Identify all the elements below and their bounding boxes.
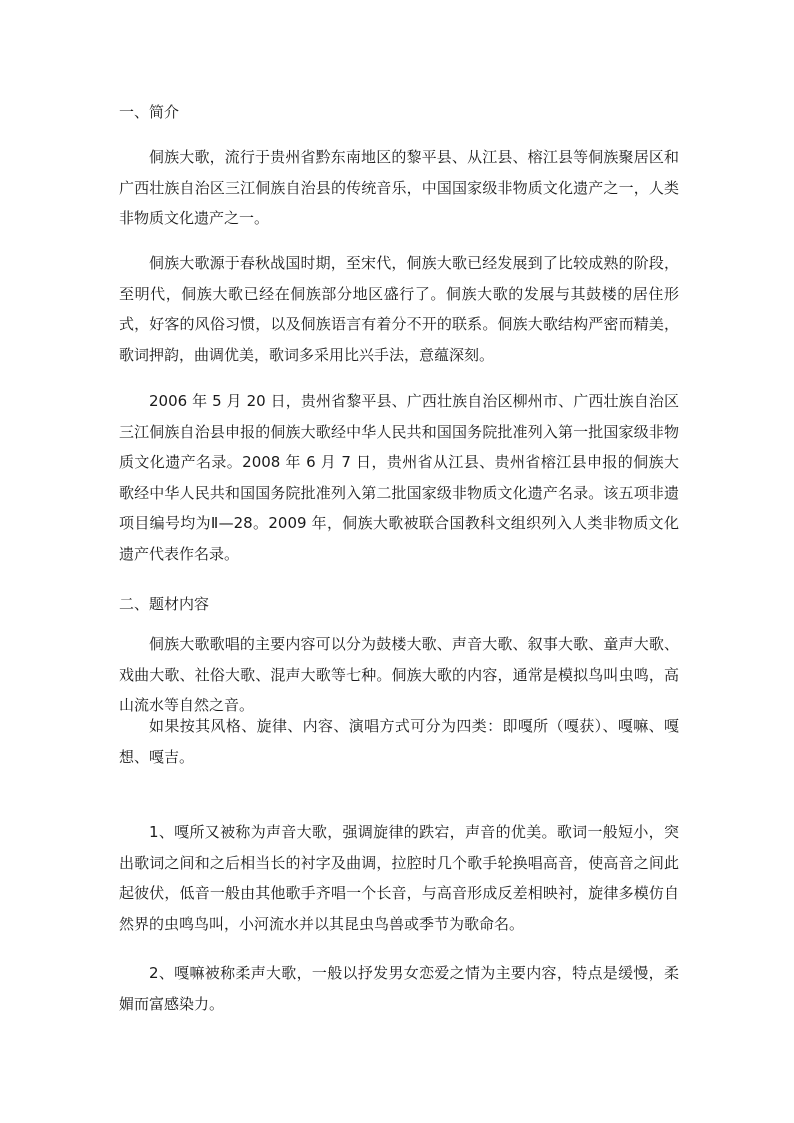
paragraph: 1、嘎所又被称为声音大歌，强调旋律的跌宕，声音的优美。歌词一般短小，突出歌词之间和之后相当长的衬字及曲调，拉腔时几个歌手轮换唱高音，使高音之间此起彼伏，低音一般由其他歌手齐唱一个长音，与高音形成反差相映衬，旋律多模仿自然界的虫鸣鸟叫，小河流水并以其昆虫鸟兽或季节为歌命名。: [119, 823, 679, 933]
section-heading-content: 二、题材内容: [119, 595, 210, 613]
paragraph: 2006 年 5 月 20 日，贵州省黎平县、广西壮族自治区柳州市、广西壮族自治区三江侗族自治县申报的侗族大歌经中华人民共和国国务院批准列入第一批国家级非物质文化遗产名录。2008 年 6 月 7 日，贵州省从江县、贵州省榕江县申报的侗族大歌经中华人民共和国国务院批准列入第二批国家级非物质文化遗产名录。该五项非遗项目编号均为Ⅱ—28。2009 年，侗族大歌被联合国教科文组织列入人类非物质文化遗产代表作名录。: [119, 392, 679, 563]
section-heading-intro: 一、简介: [119, 103, 180, 121]
paragraph: 侗族大歌歌唱的主要内容可以分为鼓楼大歌、声音大歌、叙事大歌、童声大歌、戏曲大歌、社俗大歌、混声大歌等七种。侗族大歌的内容，通常是模拟鸟叫虫鸣，高山流水等自然之音。: [119, 635, 679, 714]
paragraph: 侗族大歌，流行于贵州省黔东南地区的黎平县、从江县、榕江县等侗族聚居区和广西壮族自治区三江侗族自治县的传统音乐，中国国家级非物质文化遗产之一，人类非物质文化遗产之一。: [119, 148, 679, 227]
paragraph: 2、嘎嘛被称柔声大歌，一般以抒发男女恋爱之情为主要内容，特点是缓慢，柔媚而富感染力。: [119, 964, 679, 1013]
paragraph: 如果按其风格、旋律、内容、演唱方式可分为四类：即嘎所（嘎获）、嘎嘛、嘎想、嘎吉。: [119, 717, 679, 766]
paragraph: 侗族大歌源于春秋战国时期，至宋代，侗族大歌已经发展到了比较成熟的阶段，至明代，侗族大歌已经在侗族部分地区盛行了。侗族大歌的发展与其鼓楼的居住形式，好客的风俗习惯，以及侗族语言有着分不开的联系。侗族大歌结构严密而精美，歌词押韵，曲调优美，歌词多采用比兴手法，意蕴深刻。: [119, 254, 679, 364]
